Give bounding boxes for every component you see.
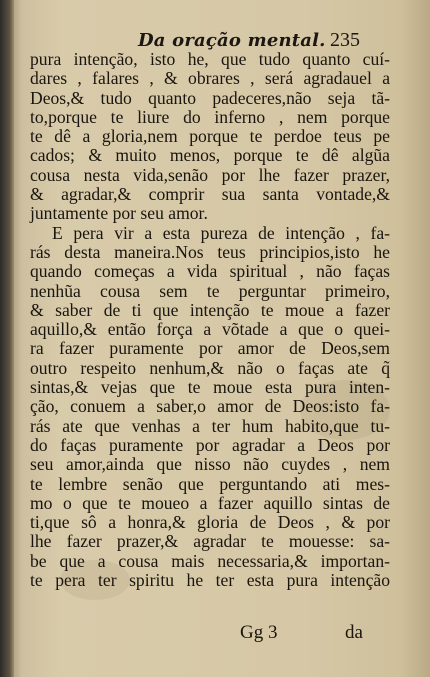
- book-gutter-shadow: [0, 0, 14, 677]
- text-line: Deos,& tudo quanto padeceres,não seja tã-: [30, 87, 390, 108]
- text-line: aquillo,& então força a võtade a que o quei-: [30, 319, 390, 340]
- paragraph-start-line: E pera vir a esta pureza de intenção , fa-: [52, 222, 390, 243]
- text-line: te pera ter spiritu he ter esta pura intenção: [30, 570, 390, 591]
- text-line: & saber de ti que intenção te moue a fazer: [30, 299, 390, 320]
- text-line: rás ate que venhas a ter hum habito,que tu-: [30, 415, 390, 436]
- text-line: mo o que te moueo a fazer aquillo sintas de: [30, 492, 390, 513]
- text-line: seu amor,ainda que nisso não cuydes , nem: [30, 454, 390, 475]
- text-line: dares , falares , & obrares , será agradauel a: [30, 68, 390, 89]
- text-line: to,porque te liure do inferno , nem porque: [30, 106, 390, 127]
- text-line: cousa nesta vida,senão por lhe fazer prazer,: [30, 164, 390, 185]
- text-line: do faças puramente por agradar a Deos por: [30, 434, 390, 455]
- catchword: da: [345, 622, 363, 643]
- text-line: ção, conuem a saber,o amor de Deos:isto fa-: [30, 396, 390, 417]
- text-line: juntamente por seu amor.: [30, 203, 208, 224]
- text-line: te lembre senão que perguntando ati mes-: [30, 473, 390, 494]
- text-line: lhe fazer prazer,& agradar te mouesse: sa-: [30, 531, 390, 552]
- text-line: outro respeito nenhum,& não o faças ate q̃: [30, 357, 390, 378]
- text-line: rás desta maneira.Nos teus principios,isto he: [30, 241, 390, 262]
- text-line: pura intenção, isto he, que tudo quanto cuí-: [30, 49, 390, 69]
- text-line: te dê a gloria,nem porque te perdoe teus pe: [30, 126, 390, 147]
- text-line: ra fazer puramente por amor de Deos,sem: [30, 338, 390, 359]
- text-line: nenhũa cousa sem te perguntar primeiro,: [30, 280, 390, 301]
- signature-mark: Gg 3: [240, 622, 278, 643]
- text-line: be que a cousa mais necessaria,& importan-: [30, 550, 390, 571]
- body-text: [30, 50, 390, 590]
- running-title: Da oração mental.: [138, 30, 326, 51]
- page-number: 235: [330, 29, 360, 51]
- text-line: quando começas a vida spiritual , não faças: [30, 261, 390, 282]
- text-line: cados; & muito menos, porque te dê algũa: [30, 145, 390, 166]
- text-line: sintas,& vejas que te moue esta pura inten-: [30, 377, 390, 398]
- page-footer: [0, 622, 430, 652]
- text-line: & agradar,& comprir sua santa vontade,&: [30, 184, 390, 205]
- text-line: ti,que sô a honra,& gloria de Deos , & por: [30, 512, 390, 533]
